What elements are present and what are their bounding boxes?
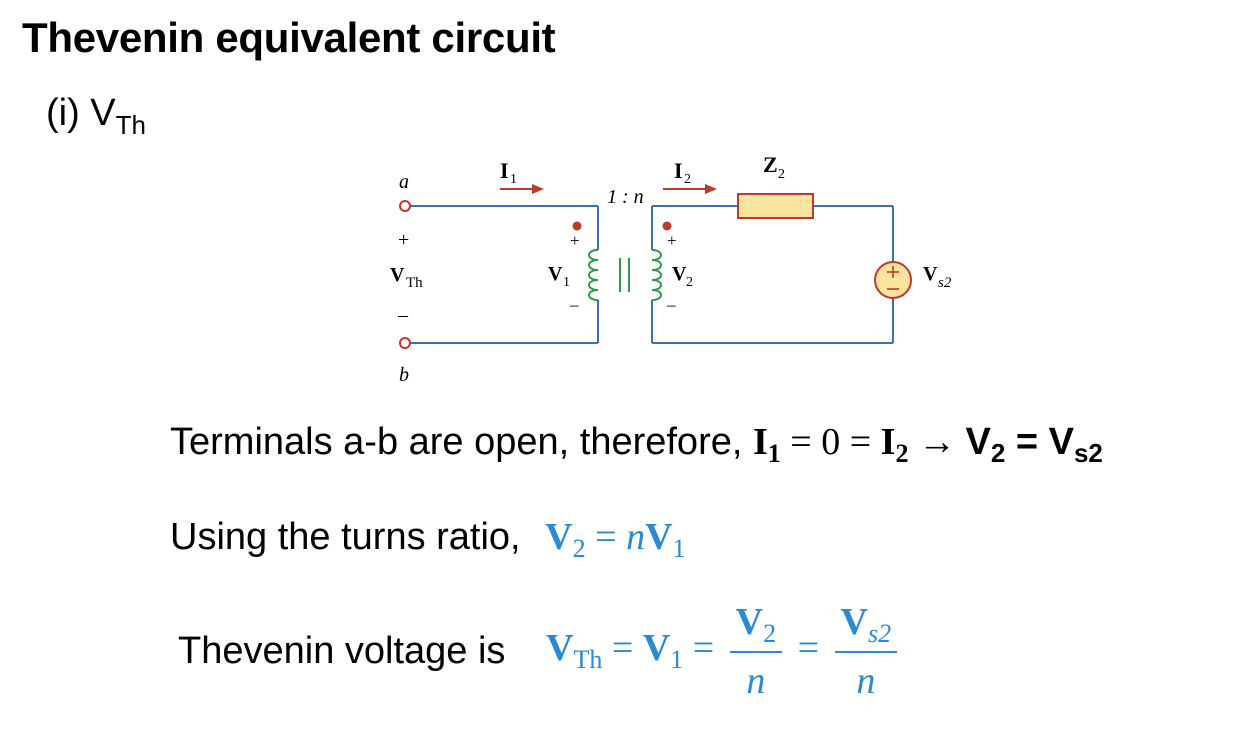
eq-v2: V [965, 421, 991, 463]
thevenin-voltage-equation [546, 600, 903, 703]
terminal-a-node [400, 201, 410, 211]
label-v2-plus: + [667, 231, 677, 250]
label-vth-minus: – [398, 304, 408, 326]
label-v2: V [672, 263, 687, 285]
impedance-z2 [738, 194, 813, 218]
eq2-equals: = [585, 516, 627, 558]
eq3-v2: V [735, 601, 764, 643]
eq-i1-sub: 1 [767, 439, 781, 468]
circuit-wires [410, 206, 893, 343]
eq3-th: Th [573, 645, 603, 675]
label-v2-sub: 2 [686, 275, 693, 290]
secondary-coil [652, 250, 661, 300]
turns-ratio-equation [545, 516, 686, 563]
fraction-vs2-n [835, 600, 898, 703]
label-vth-sub: Th [406, 275, 423, 291]
label-v2-minus: – [667, 295, 676, 314]
eq-v2-sub: 2 [990, 438, 1006, 468]
label-terminal-a: a [399, 171, 409, 193]
label-z2-sub: 2 [778, 167, 785, 182]
label-v1-minus: – [570, 295, 579, 314]
label-turns-ratio: 1 : n [607, 186, 644, 208]
eq3-s2: s2 [868, 619, 892, 648]
eq-arrow: → [908, 421, 966, 463]
eq3-equals-3: = [788, 627, 829, 670]
eq-vs2-sub: s2 [1073, 438, 1103, 468]
label-vs2: V [923, 263, 938, 285]
page-title: Thevenin equivalent circuit [22, 14, 556, 61]
eq2-v1: V [645, 516, 673, 558]
eq-i1: I [752, 421, 768, 463]
eq-i2-sub: 2 [895, 439, 909, 468]
label-v1: V [548, 263, 563, 285]
arrow-i1-head [532, 184, 544, 194]
label-vth-plus: + [398, 229, 410, 251]
statement-turns-ratio [170, 515, 686, 564]
statement-thevenin-voltage [178, 600, 903, 703]
line3-text: Thevenin voltage is [178, 630, 506, 672]
section-heading-sub: Th [115, 110, 146, 140]
label-terminal-b: b [399, 364, 409, 386]
eq3-sub1: 1 [670, 645, 684, 675]
label-vth: V [390, 264, 405, 286]
label-i1: I [500, 158, 509, 183]
line1-text: Terminals a-b are open, therefore, [170, 421, 753, 463]
eq2-sub2: 2 [572, 534, 586, 563]
eq-equals-zero: = 0 = [780, 421, 881, 463]
label-v1-sub: 1 [563, 275, 570, 290]
eq3-n1: n [746, 660, 766, 702]
label-vs2-sub: s2 [938, 275, 952, 291]
eq2-v: V [545, 516, 573, 558]
polarity-dot-primary [573, 222, 582, 231]
eq3-v: V [545, 627, 574, 670]
terminal-b-node [400, 338, 410, 348]
eq-i2: I [880, 421, 896, 463]
label-z2: Z [763, 152, 778, 177]
polarity-dot-secondary [663, 222, 672, 231]
section-heading-text: (i) V [46, 92, 116, 134]
eq3-vs: V [840, 601, 868, 643]
eq3-v1: V [642, 627, 671, 670]
arrow-i2-head [705, 184, 717, 194]
label-v1-plus: + [570, 231, 580, 250]
eq3-n2: n [856, 660, 876, 702]
eq3-equals-2: = [683, 627, 724, 670]
primary-coil [589, 250, 598, 300]
eq2-n: n [626, 516, 646, 558]
eq2-sub1: 1 [672, 534, 686, 563]
eq-vs2: = V [1005, 421, 1074, 463]
label-i2: I [674, 158, 683, 183]
statement-open-terminals [170, 420, 1103, 469]
eq3-sub2: 2 [763, 619, 777, 648]
eq3-equals-1: = [602, 627, 643, 670]
line2-text: Using the turns ratio, [170, 516, 521, 558]
label-i2-sub: 2 [684, 172, 691, 187]
label-i1-sub: 1 [510, 172, 517, 187]
fraction-v2-n [730, 600, 782, 703]
